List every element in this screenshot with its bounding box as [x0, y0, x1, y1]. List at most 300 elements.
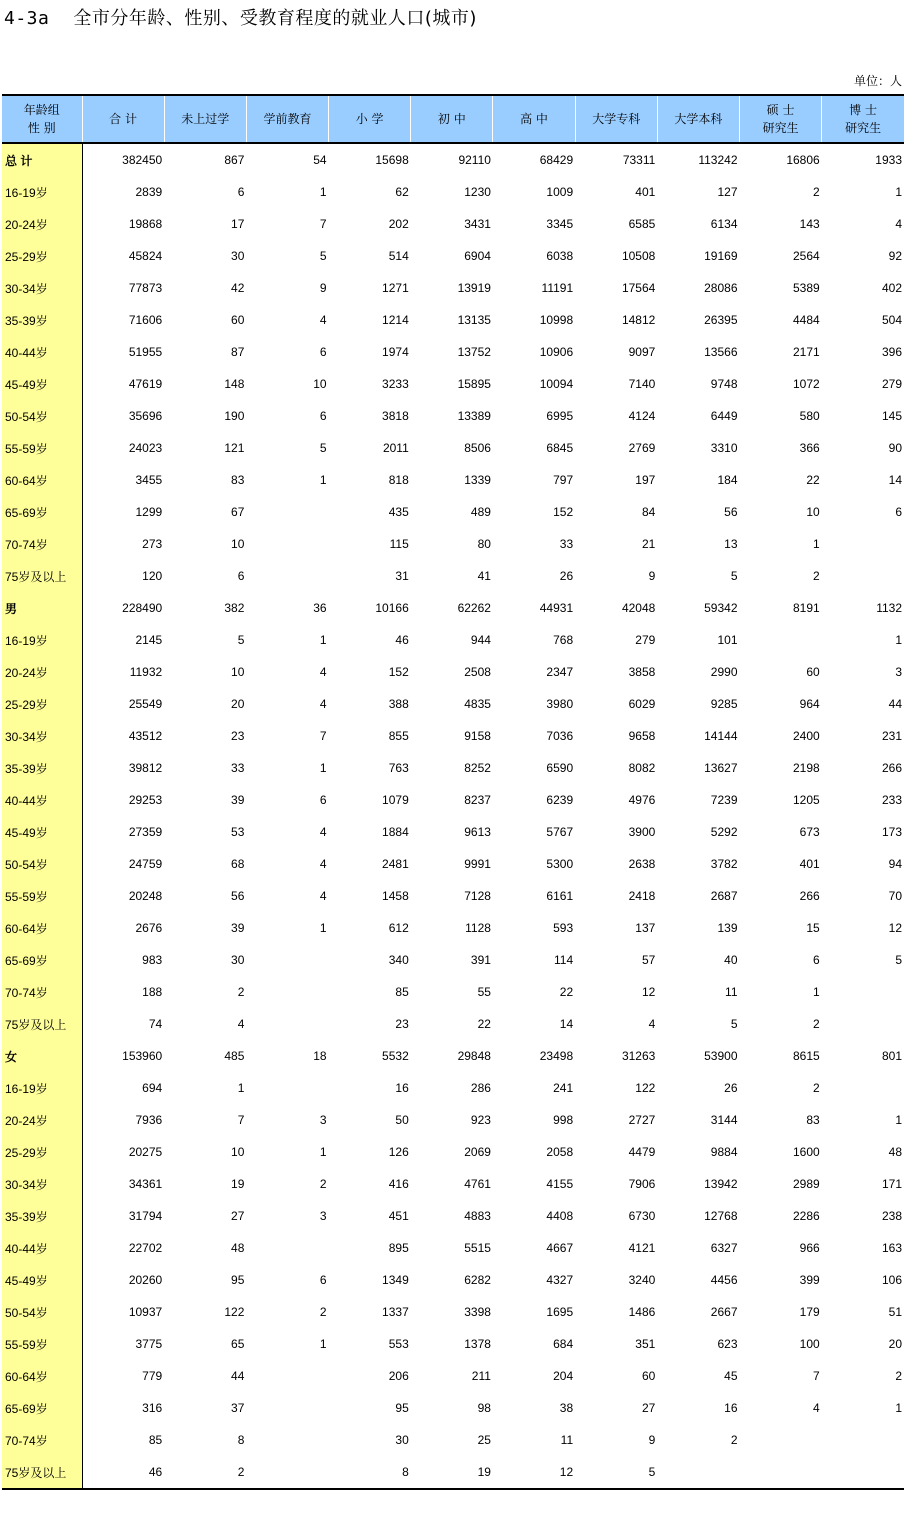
- table-cell: 45824: [128, 249, 163, 263]
- table-cell: [246, 1008, 328, 1040]
- table-cell: 2: [319, 1305, 327, 1319]
- table-cell: 964: [799, 697, 820, 711]
- row-label: 16-19岁: [2, 1072, 82, 1104]
- table-cell: 399: [799, 1273, 820, 1287]
- table-cell: 20260: [128, 1273, 163, 1287]
- column-header-line2: 研究生: [762, 121, 799, 135]
- table-cell: 1: [895, 1401, 902, 1415]
- table-cell: 45: [724, 1369, 738, 1383]
- table-cell: 23: [231, 729, 245, 743]
- table-cell: 188: [142, 985, 163, 999]
- table-cell: 1884: [382, 825, 409, 839]
- table-cell: 2638: [628, 857, 656, 871]
- table-cell: 7: [319, 217, 327, 231]
- table-cell: 15698: [375, 153, 409, 167]
- table-cell: 38: [559, 1401, 574, 1415]
- table-cell: 14812: [621, 313, 656, 327]
- table-cell: [246, 976, 328, 1008]
- table-cell: 1349: [382, 1273, 409, 1287]
- table-cell: 26: [559, 569, 574, 583]
- table-cell: 238: [881, 1209, 902, 1223]
- table-cell: 36: [313, 601, 327, 615]
- table-cell: 6: [895, 505, 902, 519]
- table-row: [2, 656, 904, 688]
- column-header-line1: 大学专科: [592, 112, 641, 126]
- table-cell: 998: [553, 1113, 574, 1127]
- table-cell: 382450: [122, 153, 163, 167]
- table-cell: 2481: [382, 857, 409, 871]
- table-cell: 62262: [457, 601, 491, 615]
- table-cell: 13566: [704, 345, 738, 359]
- table-cell: 9991: [464, 857, 491, 871]
- table-cell: 204: [553, 1369, 574, 1383]
- table-cell: 22: [477, 1017, 491, 1031]
- table-cell: 801: [881, 1049, 902, 1063]
- table-cell: 6845: [546, 441, 574, 455]
- table-cell: 266: [881, 761, 902, 775]
- table-cell: 6161: [546, 889, 574, 903]
- column-header-line1: 初 中: [437, 112, 466, 126]
- row-label: 70-74岁: [2, 528, 82, 560]
- table-cell: [246, 560, 328, 592]
- table-cell: 16806: [786, 153, 820, 167]
- table-cell: 2: [895, 1369, 902, 1383]
- table-cell: 143: [799, 217, 820, 231]
- table-row: [2, 1392, 904, 1424]
- table-row: [2, 1136, 904, 1168]
- row-label: 16-19岁: [2, 624, 82, 656]
- table-cell: 30: [231, 953, 245, 967]
- table-cell: 95: [395, 1401, 409, 1415]
- column-header-line2: 研究生: [845, 121, 882, 135]
- unit-label: 单位：人: [853, 74, 902, 88]
- row-label: 20-24岁: [2, 656, 82, 688]
- row-label: 75岁及以上: [2, 560, 82, 592]
- table-row: [2, 784, 904, 816]
- table-cell: 11: [725, 985, 738, 999]
- table-cell: 84: [641, 505, 656, 519]
- row-label: 50-54岁: [2, 1296, 82, 1328]
- row-label: 35-39岁: [2, 752, 82, 784]
- table-cell: 41: [477, 569, 491, 583]
- table-cell: 2171: [792, 345, 820, 359]
- table-cell: [246, 1392, 328, 1424]
- table-cell: 797: [553, 473, 574, 487]
- table-cell: 3858: [628, 665, 656, 679]
- table-cell: 7906: [628, 1177, 656, 1191]
- table-cell: 2564: [792, 249, 820, 263]
- table-cell: 5: [319, 249, 327, 263]
- row-label: 45-49岁: [2, 1264, 82, 1296]
- table-cell: 9097: [628, 345, 656, 359]
- table-cell: 10508: [621, 249, 656, 263]
- table-row: [2, 496, 904, 528]
- table-cell: 70: [888, 889, 902, 903]
- table-cell: 40: [724, 953, 738, 967]
- table-cell: 273: [142, 537, 163, 551]
- table-cell: 5: [319, 441, 327, 455]
- table-group-row: [2, 592, 904, 624]
- table-cell: 895: [388, 1241, 409, 1255]
- table-cell: 228490: [122, 601, 163, 615]
- table-cell: 2687: [710, 889, 738, 903]
- table-cell: 3310: [710, 441, 738, 455]
- table-cell: 7128: [464, 889, 491, 903]
- column-header: [2, 95, 82, 143]
- table-cell: 4: [648, 1017, 656, 1031]
- table-cell: 12768: [704, 1209, 738, 1223]
- table-cell: [822, 1424, 904, 1456]
- table-cell: 57: [641, 953, 656, 967]
- table-row: [2, 1072, 904, 1104]
- table-cell: 396: [881, 345, 902, 359]
- table-cell: 14144: [704, 729, 738, 743]
- table-cell: 5: [575, 1456, 657, 1489]
- table-cell: 22: [559, 985, 574, 999]
- table-cell: 3233: [382, 377, 409, 391]
- table-cell: 30: [395, 1433, 409, 1447]
- table-cell: 351: [635, 1337, 656, 1351]
- table-cell: 73311: [622, 153, 656, 167]
- table-row: [2, 1264, 904, 1296]
- table-cell: 7: [813, 1369, 820, 1383]
- table-row: [2, 720, 904, 752]
- table-row: [2, 1360, 904, 1392]
- table-cell: [246, 1232, 328, 1264]
- table-cell: 46: [82, 1456, 164, 1489]
- row-label: 55-59岁: [2, 432, 82, 464]
- row-label: 45-49岁: [2, 816, 82, 848]
- table-cell: 44: [231, 1369, 245, 1383]
- table-cell: 6327: [710, 1241, 738, 1255]
- table-cell: 2: [813, 1081, 820, 1095]
- table-cell: 1: [319, 761, 327, 775]
- row-label: 30-34岁: [2, 1168, 82, 1200]
- table-cell: 2: [813, 185, 820, 199]
- table-cell: 1214: [382, 313, 409, 327]
- table-cell: 3818: [382, 409, 409, 423]
- row-label: 40-44岁: [2, 1232, 82, 1264]
- table-cell: 4: [813, 1401, 820, 1415]
- table-cell: 9: [648, 569, 656, 583]
- table-cell: 684: [553, 1337, 574, 1351]
- table-cell: 8252: [464, 761, 491, 775]
- column-header-line1: 未上过学: [181, 112, 230, 126]
- table-cell: 33: [559, 537, 574, 551]
- table-cell: 15: [806, 921, 820, 935]
- table-row: [2, 368, 904, 400]
- table-cell: 1378: [464, 1337, 491, 1351]
- table-cell: [246, 496, 328, 528]
- table-cell: 4667: [546, 1241, 574, 1255]
- table-row: [2, 304, 904, 336]
- table-cell: 5: [237, 633, 245, 647]
- row-label: 50-54岁: [2, 848, 82, 880]
- column-header-line2: 性 别: [27, 121, 56, 135]
- table-cell: 9: [319, 281, 327, 295]
- table-cell: 13627: [704, 761, 738, 775]
- table-cell: 4: [895, 217, 902, 231]
- table-cell: 137: [635, 921, 656, 935]
- table-cell: 26: [724, 1081, 738, 1095]
- table-cell: 11: [560, 1433, 574, 1447]
- table-cell: 233: [881, 793, 902, 807]
- table-cell: 6: [319, 1273, 327, 1287]
- table-cell: 944: [470, 633, 491, 647]
- table-cell: [740, 624, 822, 656]
- table-cell: 7: [237, 1113, 245, 1127]
- table-cell: 20: [888, 1337, 902, 1351]
- table-cell: 26395: [704, 313, 738, 327]
- table-header-row: [2, 95, 904, 143]
- column-header-line1: 小 学: [355, 112, 384, 126]
- table-cell: 23: [395, 1017, 409, 1031]
- table-cell: 62: [395, 185, 409, 199]
- table-cell: 10: [231, 537, 245, 551]
- column-header: [740, 95, 822, 143]
- table-cell: 1299: [135, 505, 163, 519]
- table-cell: 20: [231, 697, 245, 711]
- table-cell: 340: [388, 953, 409, 967]
- table-cell: 10: [313, 377, 327, 391]
- table-cell: 5300: [546, 857, 574, 871]
- table-cell: 1695: [546, 1305, 574, 1319]
- table-cell: 48: [888, 1145, 902, 1159]
- table-cell: 44931: [539, 601, 574, 615]
- table-cell: 42048: [621, 601, 656, 615]
- column-header-line1: 博 士: [849, 103, 877, 117]
- table-cell: 1271: [382, 281, 409, 295]
- table-cell: 190: [224, 409, 245, 423]
- row-label: 70-74岁: [2, 1424, 82, 1456]
- table-cell: 1974: [382, 345, 409, 359]
- table-cell: 13919: [457, 281, 491, 295]
- table-cell: 867: [224, 153, 245, 167]
- row-label: 45-49岁: [2, 368, 82, 400]
- table-cell: 85: [395, 985, 409, 999]
- table-title-text: 全市分年龄、性别、受教育程度的就业人口(城市): [73, 8, 477, 29]
- table-cell: [246, 944, 328, 976]
- table-cell: 416: [388, 1177, 409, 1191]
- table-cell: 94: [888, 857, 902, 871]
- table-cell: 184: [717, 473, 738, 487]
- table-cell: 19868: [128, 217, 163, 231]
- table-cell: 391: [470, 953, 491, 967]
- row-label: 25-29岁: [2, 240, 82, 272]
- table-cell: 95: [231, 1273, 245, 1287]
- table-cell: 5292: [710, 825, 738, 839]
- table-cell: 4976: [628, 793, 656, 807]
- table-row: [2, 1424, 904, 1456]
- table-cell: 39812: [128, 761, 163, 775]
- table-cell: 121: [224, 441, 245, 455]
- table-cell: 1: [813, 537, 820, 551]
- table-cell: 30: [231, 249, 245, 263]
- table-cell: 27359: [128, 825, 163, 839]
- table-cell: 2400: [792, 729, 820, 743]
- table-cell: 60: [231, 313, 245, 327]
- table-cell: 80: [477, 537, 491, 551]
- table-cell: 126: [388, 1145, 409, 1159]
- table-cell: 211: [471, 1369, 491, 1383]
- table-cell: 593: [553, 921, 574, 935]
- table-cell: 1072: [792, 377, 820, 391]
- row-label: 40-44岁: [2, 784, 82, 816]
- table-cell: 16: [724, 1401, 738, 1415]
- table-cell: 10166: [375, 601, 409, 615]
- column-header: [657, 95, 739, 143]
- table-cell: 504: [881, 313, 902, 327]
- table-cell: 3: [895, 665, 902, 679]
- table-cell: 5532: [382, 1049, 409, 1063]
- table-cell: 6: [319, 793, 327, 807]
- table-cell: 402: [881, 281, 902, 295]
- table-cell: 2145: [135, 633, 163, 647]
- table-cell: 8506: [464, 441, 491, 455]
- table-cell: 145: [881, 409, 902, 423]
- table-cell: 7239: [710, 793, 738, 807]
- table-cell: 5: [730, 1017, 738, 1031]
- table-cell: 60: [806, 665, 820, 679]
- table-cell: 1205: [792, 793, 820, 807]
- table-cell: 818: [388, 473, 409, 487]
- table-cell: 98: [477, 1401, 491, 1415]
- table-cell: 1: [319, 633, 327, 647]
- table-cell: 163: [881, 1241, 902, 1255]
- table-cell: 612: [388, 921, 409, 935]
- table-cell: 6585: [628, 217, 656, 231]
- table-cell: 42: [231, 281, 245, 295]
- table-cell: 59342: [704, 601, 738, 615]
- table-cell: [822, 560, 904, 592]
- table-cell: 4456: [710, 1273, 738, 1287]
- table-cell: 56: [231, 889, 245, 903]
- table-cell: 48: [231, 1241, 245, 1255]
- table-cell: 13752: [457, 345, 491, 359]
- table-cell: 2418: [628, 889, 656, 903]
- table-row: [2, 176, 904, 208]
- table-cell: 3144: [710, 1113, 738, 1127]
- table-cell: 316: [142, 1401, 163, 1415]
- table-cell: 7140: [628, 377, 656, 391]
- column-header-line1: 合 计: [109, 112, 137, 126]
- table-row: [2, 464, 904, 496]
- table-cell: 489: [470, 505, 491, 519]
- table-cell: 14: [888, 473, 902, 487]
- table-row: [2, 976, 904, 1008]
- table-cell: 4: [319, 665, 327, 679]
- column-header: [575, 95, 657, 143]
- table-cell: 44: [888, 697, 902, 711]
- table-cell: 6: [813, 953, 820, 967]
- table-cell: 100: [799, 1337, 820, 1351]
- row-label: 65-69岁: [2, 1392, 82, 1424]
- column-header-line1: 大学本科: [674, 112, 723, 126]
- table-cell: 67: [231, 505, 245, 519]
- table-cell: 152: [388, 665, 409, 679]
- column-header-line1: 高 中: [520, 112, 548, 126]
- table-cell: 10937: [128, 1305, 163, 1319]
- row-label: 75岁及以上: [2, 1008, 82, 1040]
- table-cell: 1486: [628, 1305, 656, 1319]
- row-label: 女: [2, 1040, 82, 1072]
- table-cell: 18: [313, 1049, 327, 1063]
- table-cell: 54: [313, 153, 327, 167]
- table-cell: 2: [164, 1456, 246, 1489]
- table-cell: 266: [799, 889, 820, 903]
- table-cell: [822, 1008, 904, 1040]
- table-cell: 2839: [135, 185, 163, 199]
- table-cell: 6029: [628, 697, 656, 711]
- table-cell: 43512: [128, 729, 163, 743]
- table-cell: 33: [231, 761, 245, 775]
- data-table: [2, 94, 904, 1490]
- row-label: 70-74岁: [2, 976, 82, 1008]
- table-cell: [657, 1456, 739, 1489]
- table-cell: 15895: [457, 377, 491, 391]
- table-cell: 2: [730, 1433, 738, 1447]
- table-cell: [246, 1456, 328, 1489]
- table-cell: 485: [224, 1049, 245, 1063]
- row-label: 25-29岁: [2, 1136, 82, 1168]
- table-cell: 855: [388, 729, 409, 743]
- table-cell: 8: [237, 1433, 245, 1447]
- table-cell: 2676: [135, 921, 163, 935]
- table-row: [2, 1456, 904, 1489]
- table-cell: [740, 1424, 822, 1456]
- table-cell: 3980: [546, 697, 574, 711]
- table-cell: 5515: [464, 1241, 491, 1255]
- table-cell: 25549: [128, 697, 163, 711]
- table-cell: 53900: [704, 1049, 738, 1063]
- table-cell: 19: [231, 1177, 245, 1191]
- table-row: [2, 1200, 904, 1232]
- table-cell: 763: [388, 761, 409, 775]
- table-cell: 29848: [457, 1049, 491, 1063]
- table-cell: 2667: [710, 1305, 738, 1319]
- table-cell: 1: [895, 1113, 902, 1127]
- table-cell: 2058: [546, 1145, 574, 1159]
- row-label: 40-44岁: [2, 336, 82, 368]
- table-cell: 286: [470, 1081, 491, 1095]
- table-cell: 2990: [710, 665, 738, 679]
- table-cell: 1009: [546, 185, 574, 199]
- table-cell: 114: [553, 953, 574, 967]
- table-cell: 27: [231, 1209, 245, 1223]
- table-cell: 1337: [382, 1305, 409, 1319]
- table-cell: 5: [730, 569, 738, 583]
- table-cell: 1933: [875, 153, 902, 167]
- table-cell: 4: [237, 1017, 245, 1031]
- table-group-row: [2, 1040, 904, 1072]
- table-cell: 46: [395, 633, 409, 647]
- table-cell: 1: [319, 185, 327, 199]
- table-cell: 3782: [710, 857, 738, 871]
- table-row: [2, 208, 904, 240]
- table-cell: 13942: [704, 1177, 738, 1191]
- table-cell: 127: [717, 185, 738, 199]
- table-cell: 6590: [546, 761, 574, 775]
- table-cell: 3398: [464, 1305, 491, 1319]
- table-cell: 4: [319, 889, 327, 903]
- table-cell: 24759: [128, 857, 163, 871]
- table-cell: 3: [319, 1209, 327, 1223]
- table-cell: 451: [388, 1209, 409, 1223]
- column-header: [822, 95, 904, 143]
- table-cell: 6: [237, 185, 245, 199]
- table-cell: 115: [389, 537, 409, 551]
- table-cell: 4: [319, 697, 327, 711]
